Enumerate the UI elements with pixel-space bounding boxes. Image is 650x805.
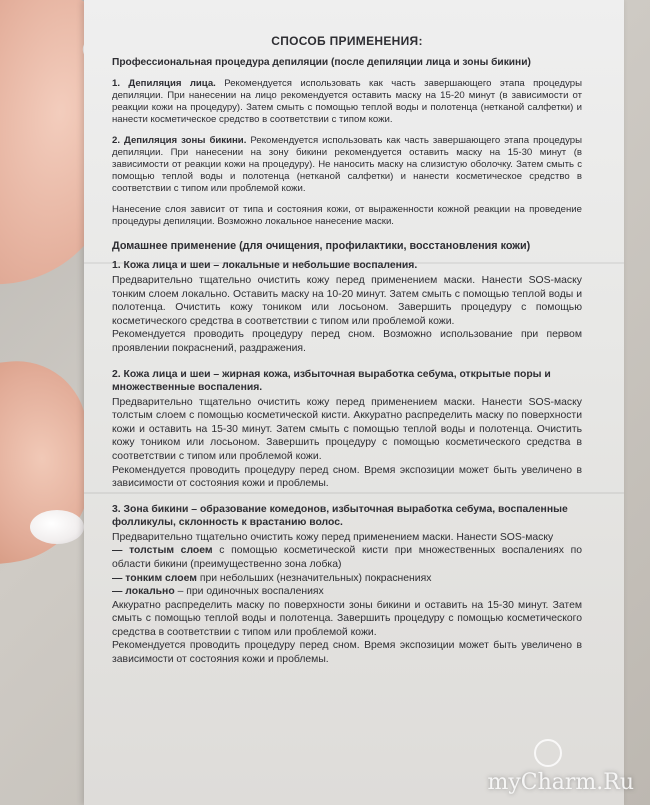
item-text: Рекомендуется использовать как часть завершающего этапа процедуры депиляции. При нанесении на зону бикини рекомендуется оставить маску на 15-30 минут (в зависимости от реакции кожи на процедуру). Не наносить маску на слизистую оболочку. Затем смыть с помощью теплой воды и полотенца (нетканой салфетки) и нанести косметическое средство в соответствии с типом или проблемой кожи. — [112, 135, 582, 194]
home-section-3-thick — [112, 544, 582, 571]
home-section-3-text: Предварительно тщательно очистить кожу перед применением маски. Нанести SOS-маску — [112, 531, 554, 543]
thick-label: — толстым слоем — [112, 545, 213, 557]
local-label: — локально — [112, 586, 175, 598]
thin-label: — тонким слоем — [112, 572, 197, 584]
home-section-1-recommendation: Рекомендуется проводить процедуру перед сном. Возможно использование при первом проявлении покраснений, раздражения. — [112, 329, 582, 354]
home-section-1-title: 1. Кожа лица и шеи – локальные и небольшие воспаления. — [112, 260, 418, 271]
watermark-logo-icon — [534, 739, 562, 767]
professional-item-2 — [112, 135, 582, 195]
professional-item-1 — [112, 78, 582, 126]
home-section-3-recommendation: Рекомендуется проводить процедуру перед сном. Время экспозиции может быть увеличено в зависимости от состояния кожи и проблемы. — [112, 640, 582, 666]
page-title: СПОСОБ ПРИМЕНЕНИЯ: — [271, 34, 423, 48]
home-section-2-recommendation: Рекомендуется проводить процедуру перед сном. Время экспозиции может быть увеличено в зависимости от состояния кожи и проблемы. — [112, 464, 582, 490]
home-section-3-local — [112, 585, 582, 599]
local-text: – при одиночных воспалениях — [174, 586, 324, 598]
thin-text: при небольших (незначительных) покраснениях — [196, 572, 432, 584]
item-label: 2. Депиляция зоны бикини. — [112, 135, 247, 146]
home-heading: Домашнее применение (для очищения, профилактики, восстановления кожи) — [112, 240, 531, 252]
leaflet-content — [112, 34, 582, 667]
fingernail-bottom — [30, 510, 84, 544]
home-section-3-text-2: Аккуратно распределить маску по поверхности зоны бикини и оставить на 15-30 минут. Затем смыть с помощью теплой воды и полотенца. Завершить процедуру с помощью косметического средства в соответствии с типом или проблемой кожи. — [112, 599, 582, 638]
home-section-2-title: 2. Кожа лица и шеи – жирная кожа, избыточная выработка себума, открытые поры и множественные воспаления. — [112, 368, 551, 393]
thick-text: с помощью косметической кисти при множественных воспалениях по области бикини (преимущественно зона лобка) — [112, 545, 583, 570]
home-section-3-title: 3. Зона бикини – образование комедонов, избыточная выработка себума, воспаленные фолликулы, склонность к врастанию волос. — [112, 503, 568, 528]
item-label: 1. Депиляция лица. — [112, 78, 216, 89]
home-section-3-thin — [112, 572, 582, 586]
professional-heading: Профессиональная процедура депиляции (после депиляции лица и зоны бикини) — [112, 57, 531, 68]
item-text: Рекомендуется использовать как часть завершающего этапа процедуры депиляции. При нанесении на лицо рекомендуется оставить маску на 15-20 минут (в зависимости от реакции кожи на процедуру). Затем смыть с помощью теплой воды и полотенца (нетканой салфетки) и нанести косметическое средство в соответствии с типом кожи. — [112, 78, 583, 125]
professional-note: Нанесение слоя зависит от типа и состояния кожи, от выраженности кожной реакции на проведение процедуры депиляции. Возможно локальное нанесение маски. — [112, 204, 582, 227]
home-section-2-text: Предварительно тщательно очистить кожу перед применением маски. Нанести SOS-маску толстым слоем с помощью косметической кисти. Аккуратно распределить маску по поверхности кожи и оставить на 15-30 минут. Затем смыть с помощью теплой воды и полотенца. Очистить кожу тоником или лосьоном. Завершить процедуру с помощью косметического средства в соответствии с типом или проблемой кожи. — [112, 396, 582, 462]
watermark: myCharm.Ru — [487, 770, 634, 795]
home-section-1-text: Предварительно тщательно очистить кожу перед применением маски. Нанести SOS-маску тонким слоем локально. Оставить маску на 10-20 минут. Затем смыть с помощью теплой воды и полотенца. Очистить кожу тоником или лосьоном. Завершить процедуру с помощью косметического средства в соответствии с типом или проблемой кожи. — [112, 275, 582, 327]
